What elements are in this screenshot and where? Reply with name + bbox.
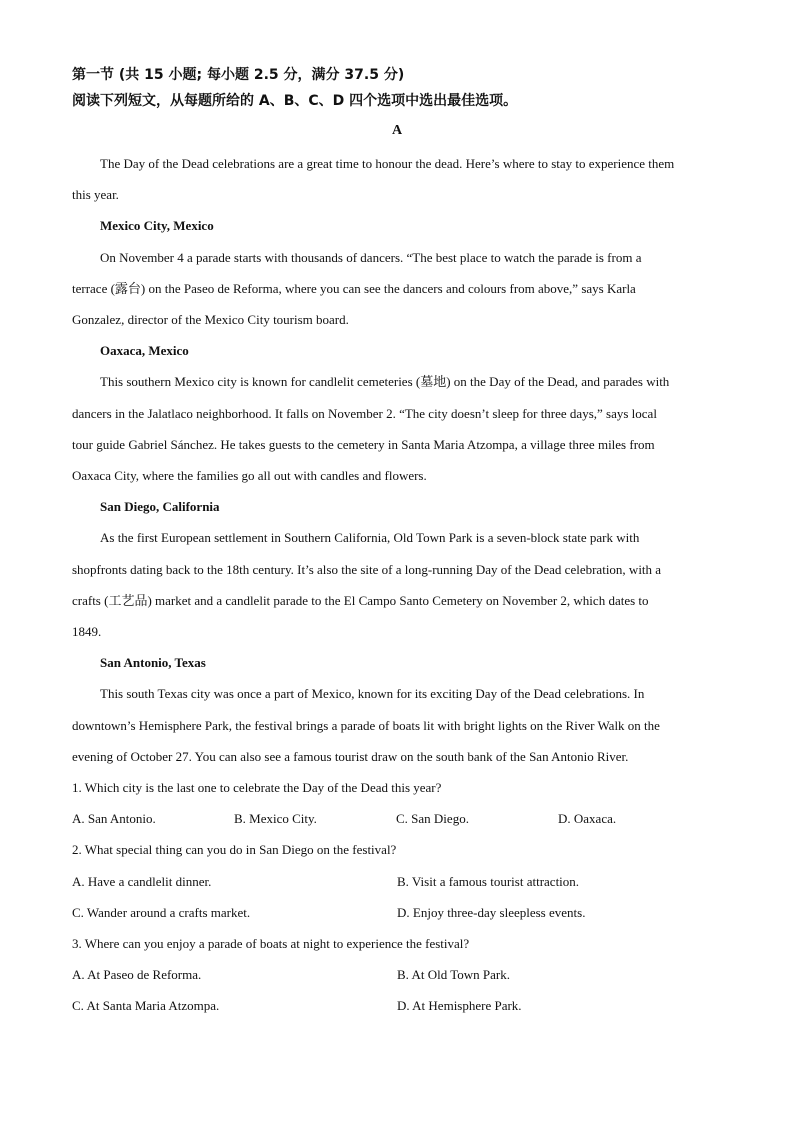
passage-label: A xyxy=(391,123,403,138)
question-options-row xyxy=(72,990,722,1021)
question-options-row xyxy=(72,866,722,897)
question-options-row xyxy=(72,959,722,990)
paragraph-line: tour guide Gabriel Sánchez. He takes guests to the cemetery in Santa Maria Atzompa, a village three miles from xyxy=(72,436,655,452)
paragraph-line: downtown’s Hemisphere Park, the festival brings a parade of boats lit with bright lights on the River Walk on the xyxy=(72,717,660,733)
paragraph-line: As the first European settlement in Southern California, Old Town Park is a seven-block state park with xyxy=(100,530,640,546)
city-heading: San Antonio, Texas xyxy=(100,655,206,671)
section-title: 第一节 (共 15 小题; 每小题 2.5 分，满分 37.5 分) xyxy=(72,67,405,83)
option-a: A. Have a candlelit dinner. xyxy=(72,873,212,889)
paragraph-line: Gonzalez, director of the Mexico City tourism board. xyxy=(72,312,349,328)
option-d: D. Oaxaca. xyxy=(558,811,617,827)
section-instruction: 阅读下列短文，从每题所给的 A、B、C、D 四个选项中选出最佳选项。 xyxy=(72,93,518,109)
exam-page xyxy=(72,62,722,1022)
option-a: A. San Antonio. xyxy=(72,811,156,827)
paragraph-line: On November 4 a parade starts with thousands of dancers. “The best place to watch the parade is from a xyxy=(100,249,642,265)
option-a: A. At Paseo de Reforma. xyxy=(72,967,202,983)
paragraph-line: evening of October 27. You can also see a famous tourist draw on the south bank of the San Antonio River. xyxy=(72,748,629,764)
option-c: C. Wander around a crafts market. xyxy=(72,904,251,920)
question-options xyxy=(72,803,722,834)
paragraph-line: Oaxaca City, where the families go all out with candles and flowers. xyxy=(72,468,427,484)
option-b: B. At Old Town Park. xyxy=(397,967,510,983)
city-heading: San Diego, California xyxy=(100,499,220,515)
paragraph-line: dancers in the Jalatlaco neighborhood. It falls on November 2. “The city doesn’t sleep for three days,” says local xyxy=(72,405,657,421)
question-options-row xyxy=(72,897,722,928)
paragraph-line: 1849. xyxy=(72,624,102,640)
option-d: D. Enjoy three-day sleepless events. xyxy=(397,904,586,920)
question-stem: 1. Which city is the last one to celebrate the Day of the Dead this year? xyxy=(72,780,442,796)
paragraph-line: terrace (露台) on the Paseo de Reforma, where you can see the dancers and colours from above,” says Karla xyxy=(72,280,636,296)
option-d: D. At Hemisphere Park. xyxy=(397,998,522,1014)
question-stem: 2. What special thing can you do in San Diego on the festival? xyxy=(72,842,397,858)
question-stem: 3. Where can you enjoy a parade of boats at night to experience the festival? xyxy=(72,936,470,952)
option-c: C. San Diego. xyxy=(396,811,469,827)
option-b: B. Visit a famous tourist attraction. xyxy=(397,873,580,889)
passage-intro-line: this year. xyxy=(72,187,119,203)
city-heading: Oaxaca, Mexico xyxy=(100,343,189,359)
paragraph-line: This south Texas city was once a part of Mexico, known for its exciting Day of the Dead celebrations. In xyxy=(100,686,645,702)
paragraph-line: crafts (工艺品) market and a candlelit parade to the El Campo Santo Cemetery on November 2, which dates to xyxy=(72,592,649,608)
paragraph-line: This southern Mexico city is known for candlelit cemeteries (墓地) on the Day of the Dead, and parades with xyxy=(100,374,670,390)
city-heading: Mexico City, Mexico xyxy=(100,218,214,234)
option-b: B. Mexico City. xyxy=(234,811,317,827)
passage-intro-line: The Day of the Dead celebrations are a great time to honour the dead. Here’s where to stay to experience them xyxy=(100,156,675,171)
option-c: C. At Santa Maria Atzompa. xyxy=(72,998,220,1014)
paragraph-line: shopfronts dating back to the 18th century. It’s also the site of a long-running Day of the Dead celebration, with a xyxy=(72,561,662,577)
